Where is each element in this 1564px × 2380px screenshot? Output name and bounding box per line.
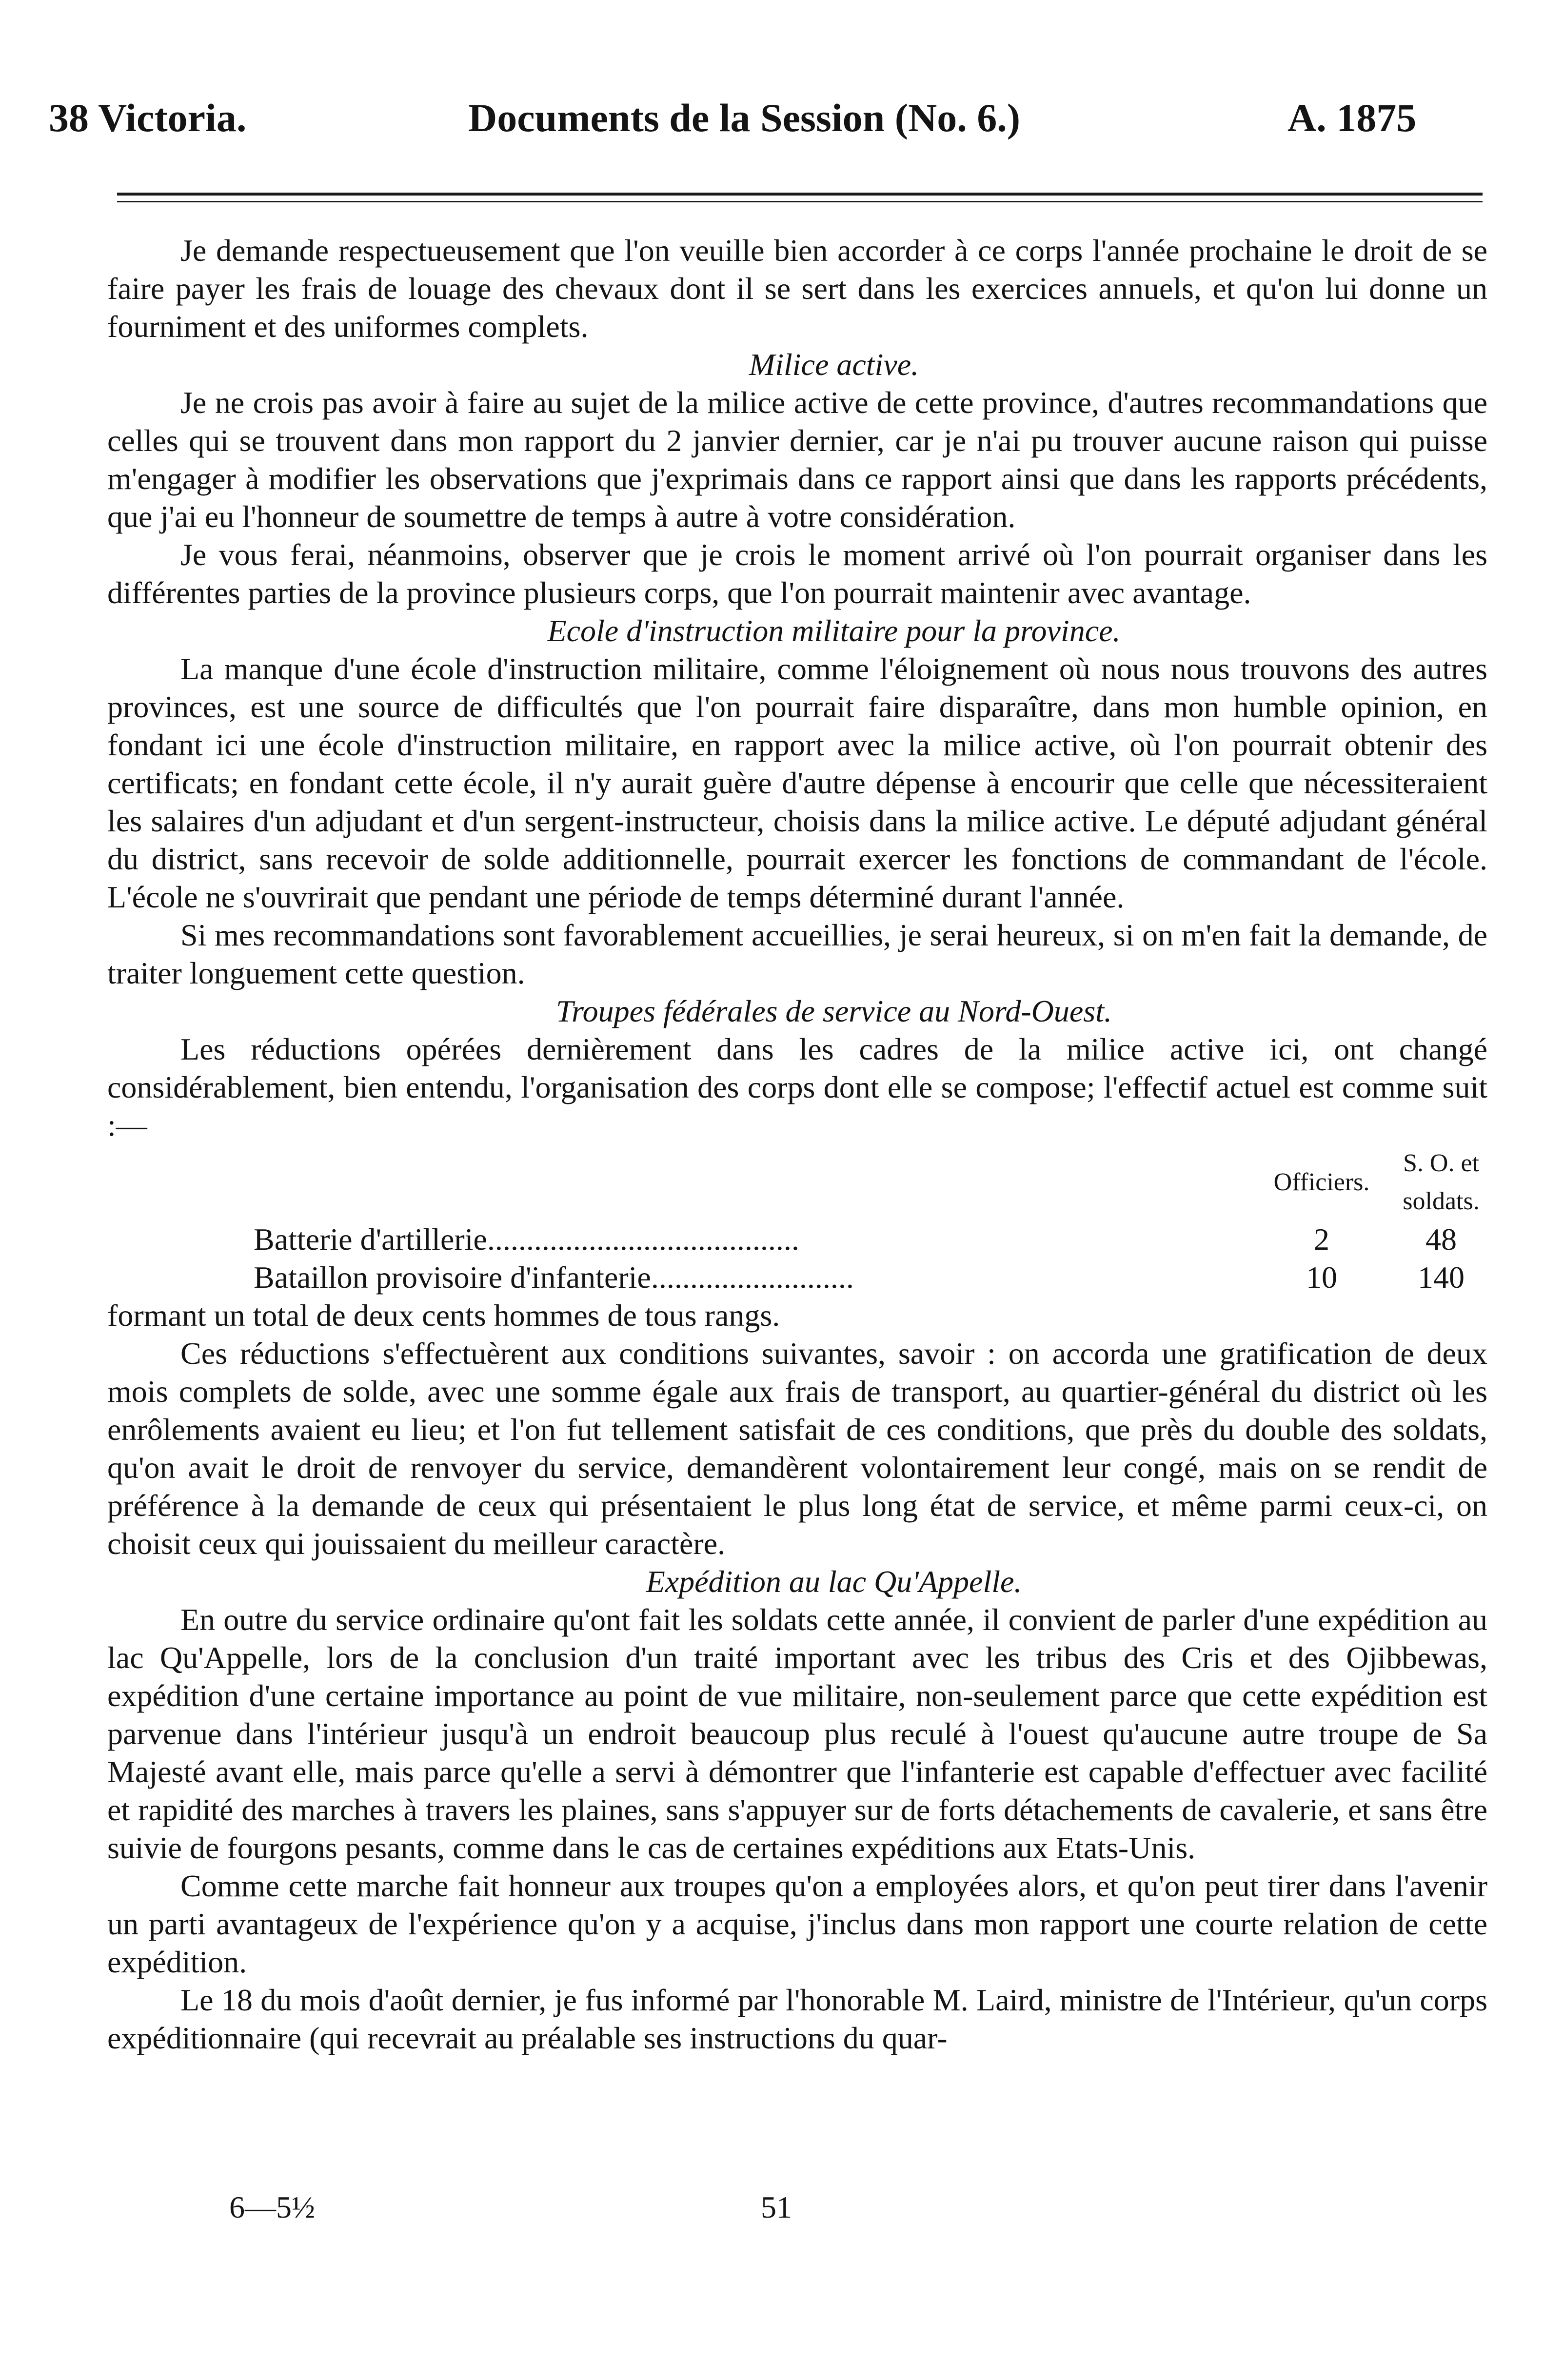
table-cell-soldiers: 48 (1425, 1222, 1457, 1257)
document-body (107, 232, 1487, 2057)
paragraph-2: Je ne crois pas avoir à faire au sujet de la milice active de cette province, d'autres recommandations que celles qui se trouvent dans mon rapport du 2 janvier dernier, car je n'ai pu trouver aucune raison qui puisse m'engager à modifier les observations que j'exprimais dans ce rapport ainsi que dans les rapports précédents, que j'ai eu l'honneur de soumettre de temps à autre à votre considération. (107, 385, 1487, 534)
paragraph-5: Si mes recommandations sont favorablement accueillies, je serai heureux, si on m'en fait la demande, de traiter longuement cette question. (107, 918, 1487, 990)
table-row (107, 1220, 1487, 1259)
heading-ecole: Ecole d'instruction militaire pour la province. (547, 613, 1121, 648)
paragraph-3: Je vous ferai, néanmoins, observer que je crois le moment arrivé où l'on pourrait organiser dans les différentes parties de la province plusieurs corps, que l'on pourrait maintenir avec avantage. (107, 537, 1487, 610)
header-title: Documents de la Session (No. 6.) (468, 96, 1021, 140)
heading-expedition: Expédition au lac Qu'Appelle. (646, 1564, 1022, 1599)
table-cell-officers: 10 (1306, 1260, 1337, 1295)
heading-milice-active: Milice active. (749, 347, 919, 382)
header-rule-thin (117, 201, 1483, 202)
heading-troupes: Troupes fédérales de service au Nord-Ouest. (556, 994, 1112, 1028)
header-left: 38 Victoria. (49, 96, 247, 140)
paragraph-1: Je demande respectueusement que l'on veuille bien accorder à ce corps l'année prochaine le droit de se faire payer les frais de louage des chevaux dont il se sert dans les exercices annuels, et qu'on lui donne un fourniment et des uniformes complets. (107, 233, 1487, 344)
table-header-officers: Officiers. (1273, 1168, 1370, 1196)
table-cell-soldiers: 140 (1418, 1260, 1465, 1295)
header-rule-thick (117, 193, 1483, 196)
paragraph-8: Ces réductions s'effectuèrent aux conditions suivantes, savoir : on accorda une gratification de deux mois complets de solde, avec une somme égale aux frais de transport, au quartier-général du district où les enrôlements avaient eu lieu; et l'on fut tellement satisfait de ces conditions, que près du double des soldats, qu'on avait le droit de renvoyer du service, demandèrent volontairement leur congé, mais on se rendit de préférence à la demande de ceux qui présentaient le plus long état de service, et même parmi ceux-ci, on choisit ceux qui jouissaient du meilleur caractère. (107, 1336, 1487, 1561)
paragraph-11: Le 18 du mois d'août dernier, je fus informé par l'honorable M. Laird, ministre de l'Intérieur, qu'un corps expéditionnaire (qui recevrait au préalable ses instructions du quar- (107, 1983, 1487, 2055)
table-header-soldiers: S. O. et soldats. (1403, 1149, 1480, 1215)
table-row (107, 1259, 1487, 1297)
paragraph-9: En outre du service ordinaire qu'ont fait les soldats cette année, il convient de parler d'une expédition au lac Qu'Appelle, lors de la conclusion d'un traité important avec les tribus des Cris et des Ojibbewas, expédition d'une certaine importance au point de vue militaire, non-seulement parce que cette expédition est parvenue dans l'intérieur jusqu'à un endroit beaucoup plus reculé à l'ouest qu'aucune autre troupe de Sa Majesté avant elle, mais parce qu'elle a servi à démontrer que l'infanterie est capable d'effectuer avec facilité et rapidité des marches à travers les plaines, sans s'appuyer sur de forts détachements de cavalerie, et sans être suivie de fourgons pesants, comme dans le cas de certaines expéditions aux Etats-Unis. (107, 1602, 1487, 1865)
paragraph-7: formant un total de deux cents hommes de tous rangs. (107, 1298, 780, 1333)
page-number: 51 (761, 2190, 792, 2224)
paragraph-4: La manque d'une école d'instruction militaire, comme l'éloignement où nous nous trouvons des autres provinces, est une source de difficultés que l'on pourrait faire disparaître, dans mon humble opinion, en fondant ici une école d'instruction militaire, en rapport avec la milice active, où l'on pourrait obtenir des certificats; en fondant cette école, il n'y aurait guère d'autre dépense à encourir que celle que nécessiteraient les salaires d'un adjudant et d'un sergent-instructeur, choisis dans la milice active. Le député adjudant général du district, sans recevoir de solde additionnelle, pourrait exercer les fonctions de commandant de l'école. L'école ne s'ouvrirait que pendant une période de temps déterminé durant l'année. (107, 651, 1487, 914)
paragraph-10: Comme cette marche fait honneur aux troupes qu'on a employées alors, et qu'on peut tirer dans l'avenir un parti avantageux de l'expérience qu'on y a acquise, j'inclus dans mon rapport une courte relation de cette expédition. (107, 1869, 1487, 1979)
effectif-table (107, 1144, 1487, 1297)
table-header-row (107, 1144, 1487, 1220)
paragraph-6: Les réductions opérées dernièrement dans les cadres de la milice active ici, ont changé considérablement, bien entendu, l'organisation des corps dont elle se compose; l'effectif actuel est comme suit :— (107, 1032, 1487, 1142)
table-header-empty (107, 1144, 1248, 1220)
header-year: A. 1875 (1287, 96, 1417, 140)
table-cell-officers: 2 (1314, 1222, 1329, 1257)
footer-signature: 6—5½ (229, 2190, 315, 2224)
table-cell-label: Batterie d'artillerie........................................ (254, 1222, 799, 1257)
table-cell-label: Bataillon provisoire d'infanterie.......................... (254, 1260, 854, 1295)
